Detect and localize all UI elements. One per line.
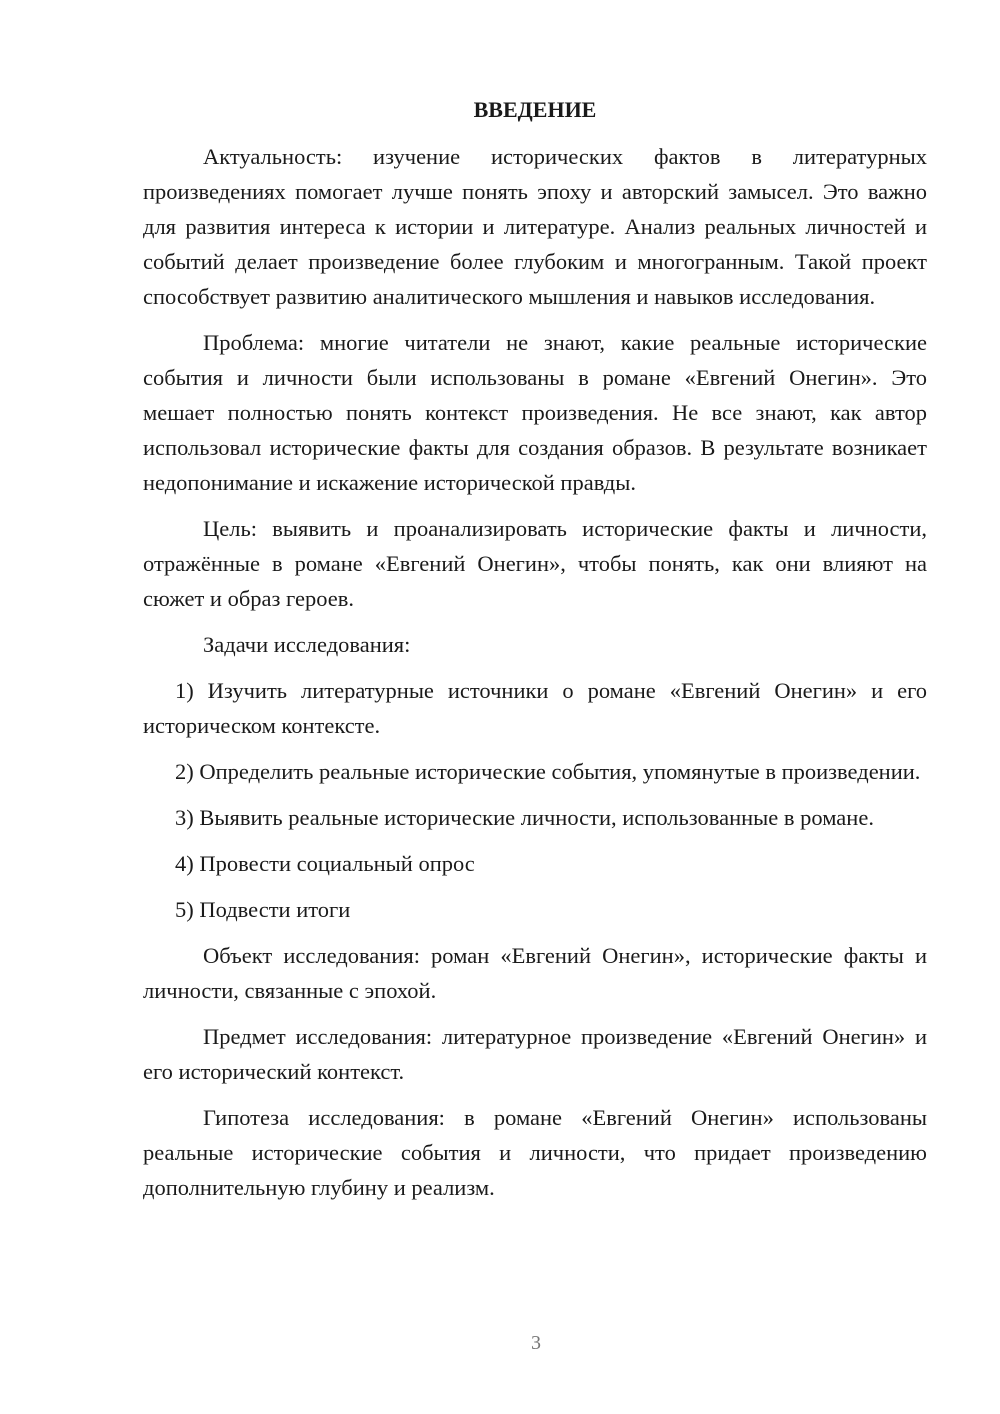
goal-paragraph: Цель: выявить и проанализировать исторические факты и личности, отражённые в романе «Евгений Онегин», чтобы понять, как они влияют на сюжет и образ героев. [143, 516, 927, 611]
section-title: ВВЕДЕНИЕ [473, 97, 597, 122]
tasks-heading: Задачи исследования: [203, 632, 411, 657]
relevance-paragraph: Актуальность: изучение исторических фактов в литературных произведениях помогает лучше понять эпоху и авторский замысел. Это важно для развития интереса к истории и литературе. Анализ реальных личностей и событий делает произведение более глубоким и многогранным. Такой проект способствует развитию аналитического мышления и навыков исследования. [143, 144, 927, 309]
document-page [143, 92, 927, 1216]
hypothesis-paragraph: Гипотеза исследования: в романе «Евгений Онегин» использованы реальные исторические события и личности, что придает произведению дополнительную глубину и реализм. [143, 1105, 927, 1200]
object-paragraph: Объект исследования: роман «Евгений Онегин», исторические факты и личности, связанные с эпохой. [143, 943, 927, 1003]
task-item-5: 5) Подвести итоги [175, 897, 351, 922]
subject-paragraph: Предмет исследования: литературное произведение «Евгений Онегин» и его исторический контекст. [143, 1024, 927, 1084]
task-item-4: 4) Провести социальный опрос [175, 851, 475, 876]
problem-paragraph: Проблема: многие читатели не знают, какие реальные исторические события и личности были использованы в романе «Евгений Онегин». Это мешает полностью понять контекст произведения. Не все знают, как автор использовал исторические факты для создания образов. В результате возникает недопонимание и искажение исторической правды. [143, 330, 927, 495]
task-item-1: 1) Изучить литературные источники о романе «Евгений Онегин» и его историческом контексте. [143, 678, 927, 738]
task-item-3: 3) Выявить реальные исторические личности, использованные в романе. [175, 805, 874, 830]
page-number: 3 [531, 1332, 541, 1354]
task-item-2: 2) Определить реальные исторические события, упомянутые в произведении. [175, 759, 921, 784]
